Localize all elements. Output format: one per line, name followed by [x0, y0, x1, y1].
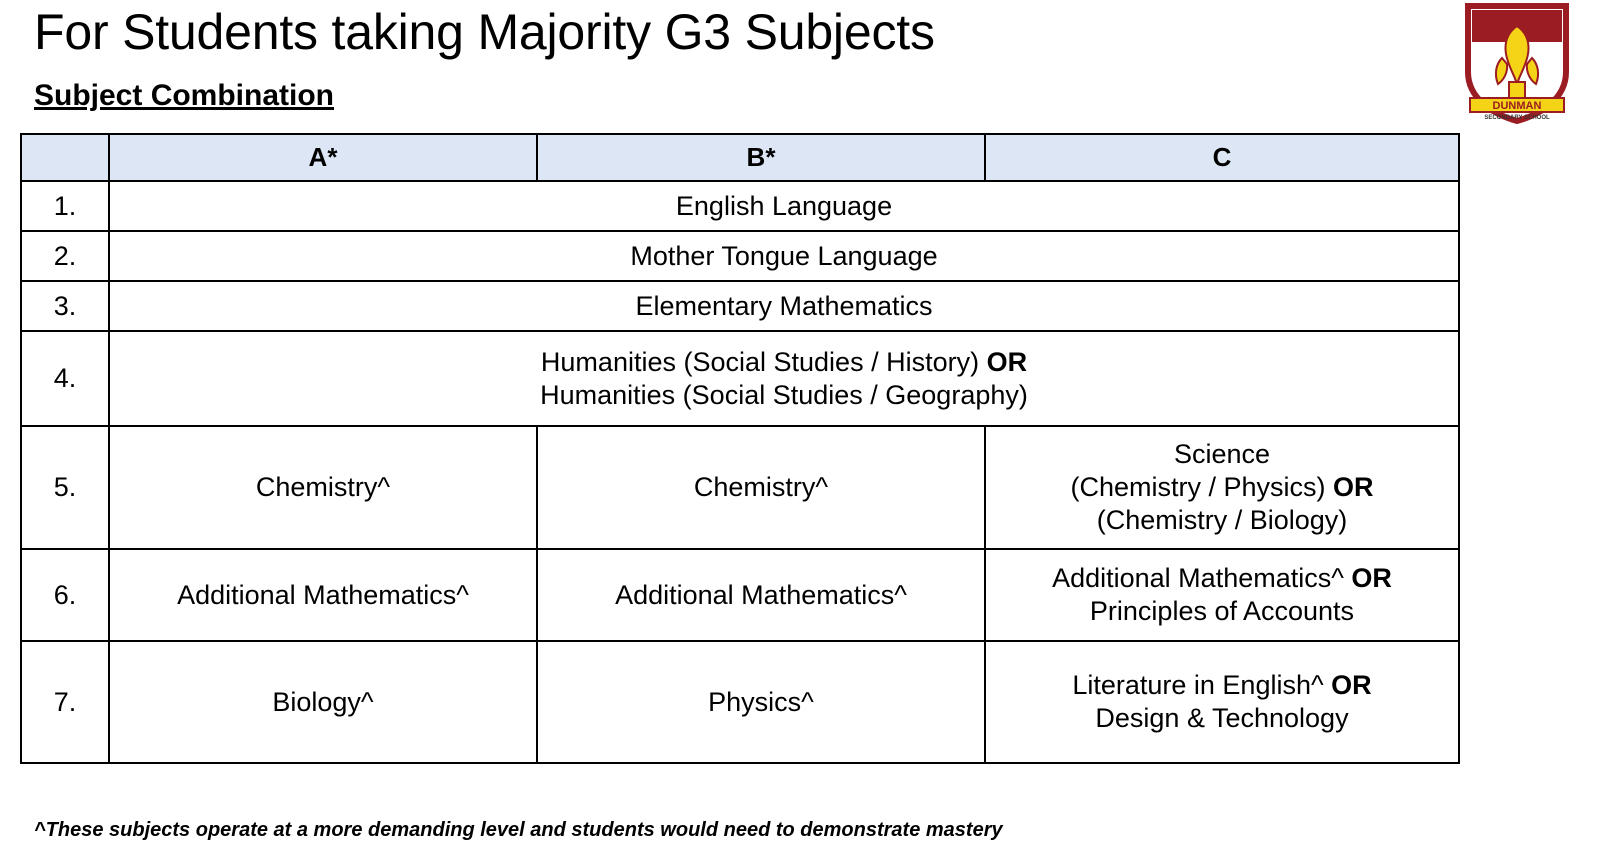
- footnote: ^These subjects operate at a more demanding level and students would need to demonstrate mastery: [34, 819, 1003, 841]
- cell-c: [985, 641, 1459, 763]
- row-subject-all: Mother Tongue Language: [109, 231, 1459, 281]
- literature-text: Literature in English^: [1072, 670, 1332, 701]
- row-index: 2.: [21, 231, 109, 281]
- cell-a: Chemistry^: [109, 426, 537, 549]
- svg-text:DUNMAN: DUNMAN: [1492, 100, 1542, 112]
- section-heading: Subject Combination: [34, 79, 334, 112]
- cell-c: [985, 549, 1459, 641]
- row-index: 7.: [21, 641, 109, 763]
- table-row: [21, 231, 1459, 281]
- page-title: For Students taking Majority G3 Subjects: [34, 4, 935, 60]
- cell-b: Physics^: [537, 641, 985, 763]
- table-row: [21, 549, 1459, 641]
- additional-mathematics-text: Additional Mathematics^: [1052, 563, 1352, 594]
- science-chem-biology: (Chemistry / Biology): [1096, 504, 1348, 535]
- cell-b: Chemistry^: [537, 426, 985, 549]
- or-keyword: OR: [1333, 472, 1374, 503]
- principles-of-accounts-text: Principles of Accounts: [1089, 596, 1355, 626]
- science-label: Science: [1173, 439, 1271, 470]
- row-index: 1.: [21, 181, 109, 231]
- or-keyword: OR: [1351, 563, 1392, 594]
- cell-c: [985, 426, 1459, 549]
- table-row: [21, 281, 1459, 331]
- cell-b: Additional Mathematics^: [537, 549, 985, 641]
- cell-a: Additional Mathematics^: [109, 549, 537, 641]
- table-row: [21, 181, 1459, 231]
- science-chem-physics: (Chemistry / Physics): [1070, 472, 1334, 503]
- column-header-a: A*: [109, 134, 537, 181]
- row-index: 5.: [21, 426, 109, 549]
- svg-text:SECONDARY SCHOOL: SECONDARY SCHOOL: [1484, 115, 1550, 121]
- row-subject-all: English Language: [109, 181, 1459, 231]
- or-keyword: OR: [986, 346, 1028, 377]
- cell-a: Biology^: [109, 641, 537, 763]
- subject-combination-table: [20, 133, 1460, 764]
- table-row: [21, 641, 1459, 763]
- design-technology-text: Design & Technology: [1095, 703, 1349, 733]
- school-crest-logo: [1462, 2, 1572, 124]
- column-header-b: B*: [537, 134, 985, 181]
- table-row: [21, 331, 1459, 426]
- column-header-c: C: [985, 134, 1459, 181]
- row-index: 6.: [21, 549, 109, 641]
- or-keyword: OR: [1331, 670, 1372, 701]
- table-row: [21, 426, 1459, 549]
- humanities-history-text: Humanities (Social Studies / History): [540, 346, 987, 377]
- humanities-geography-text: Humanities (Social Studies / Geography): [540, 379, 1028, 410]
- row-index: 4.: [21, 331, 109, 426]
- table-header-row: [21, 134, 1459, 181]
- column-header-index: [21, 134, 109, 181]
- row-subject-all: Elementary Mathematics: [109, 281, 1459, 331]
- row-index: 3.: [21, 281, 109, 331]
- row-subject-all: [109, 331, 1459, 426]
